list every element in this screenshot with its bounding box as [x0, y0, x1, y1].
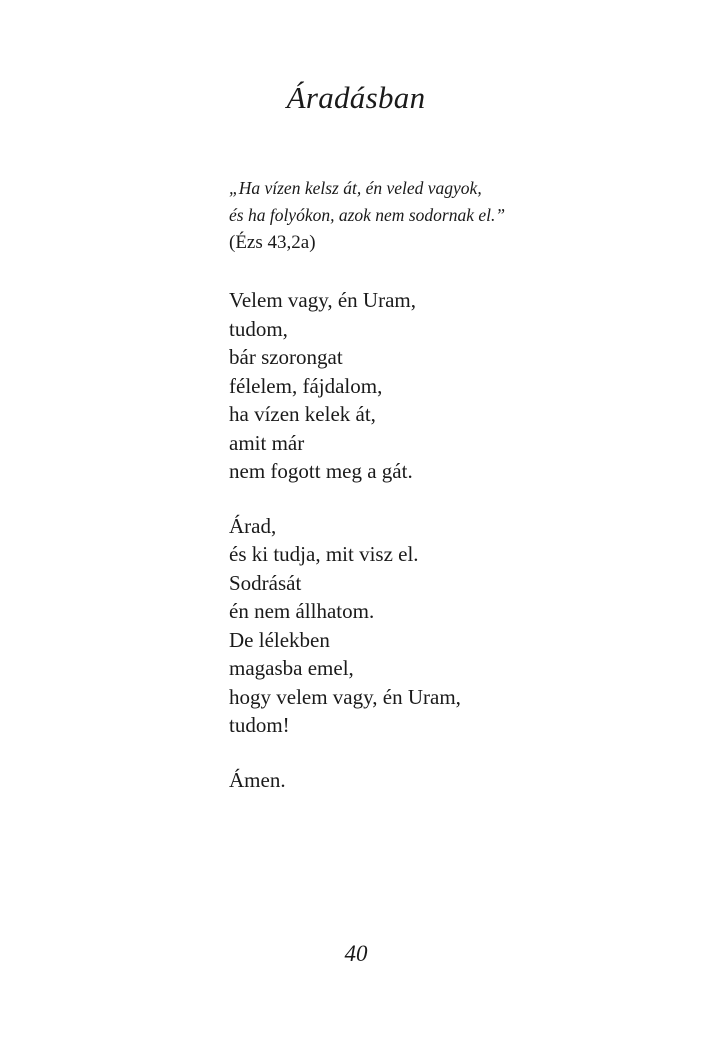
stanza-3: [229, 766, 669, 795]
verse-line: Velem vagy, én Uram,: [229, 288, 416, 312]
page-number: 40: [344, 941, 368, 966]
verse-line: tudom!: [229, 713, 290, 737]
epigraph-line: és ha folyókon, azok nem sodornak el.”: [229, 205, 506, 225]
verse-line: tudom,: [229, 316, 288, 341]
verse-line: félelem, fájdalom,: [229, 373, 383, 398]
verse-line: Árad,: [229, 513, 277, 538]
stanza-1: [229, 286, 669, 486]
epigraph-line: „Ha vízen kelsz át, én veled vagyok,: [229, 178, 482, 198]
verse-line: ha vízen kelek át,: [229, 402, 376, 426]
poem-title: Áradásban: [286, 80, 426, 115]
verse-line: magasba emel,: [229, 656, 354, 680]
epigraph-reference: (Ézs 43,2a): [229, 232, 316, 253]
poem-body: [229, 175, 669, 794]
verse-line: Ámen.: [229, 767, 286, 792]
verse-line: én nem állhatom.: [229, 599, 375, 623]
verse-line: bár szorongat: [229, 345, 343, 369]
verse-line: amit már: [229, 430, 305, 455]
verse-line: Sodrását: [229, 570, 302, 595]
epigraph: [229, 175, 669, 256]
verse-line: nem fogott meg a gát.: [229, 459, 413, 483]
verse-line: és ki tudja, mit visz el.: [229, 542, 419, 566]
verse-line: hogy velem vagy, én Uram,: [229, 684, 461, 709]
verse-line: De lélekben: [229, 627, 330, 652]
stanza-2: [229, 512, 669, 740]
